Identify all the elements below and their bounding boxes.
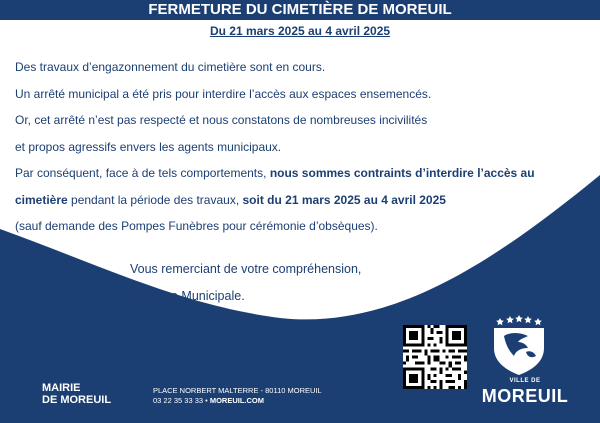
body-text-run: pendant la période des travaux,: [67, 192, 243, 207]
body-line: (sauf demande des Pompes Funèbres pour cérémonie d’obsèques).: [15, 219, 378, 233]
footer-address: PLACE NORBERT MALTERRE - 80110 MOREUIL: [153, 386, 322, 395]
moreuil-emblem-icon: [490, 312, 548, 376]
qr-code-icon[interactable]: [403, 325, 467, 389]
footer-contact: [153, 386, 322, 406]
page-title: FERMETURE DU CIMETIÈRE DE MOREUIL: [0, 0, 600, 20]
body-emphasis: cimetière: [15, 192, 68, 207]
footer-contact-line: [153, 396, 322, 406]
body-text-run: Par conséquent, face à de tels comportements,: [15, 166, 270, 180]
closing-signature: L’Équipe Municipale.: [130, 289, 245, 303]
logo-moreuil: MOREUIL: [481, 386, 569, 406]
logo-ville-de: VILLE DE: [509, 378, 541, 384]
closing-block: [130, 256, 361, 310]
body-emphasis: soit du 21 mars 2025 au 4 avril 2025: [242, 192, 446, 207]
notice-body: [15, 54, 590, 240]
body-line: [15, 160, 590, 187]
footer-phone: 03 22 35 33 33: [153, 396, 204, 405]
footer-website[interactable]: MOREUIL.COM: [209, 396, 265, 405]
mairie-line2: DE MOREUIL: [42, 394, 112, 406]
date-range-subtitle: Du 21 mars 2025 au 4 avril 2025: [209, 24, 391, 38]
body-line: Des travaux d’engazonnement du cimetière sont en cours.: [15, 60, 326, 74]
body-line: [15, 187, 590, 214]
body-line: et propos agressifs envers les agents municipaux.: [15, 139, 282, 154]
mairie-wordmark: [42, 382, 111, 406]
body-emphasis: nous sommes contraints d’interdire l’accès au: [269, 166, 535, 180]
body-line: Un arrêté municipal a été pris pour interdire l’accès aux espaces ensemencés.: [15, 86, 432, 101]
closing-thanks: Vous remerciant de votre compréhension,: [130, 262, 362, 276]
body-line: Or, cet arrêté n’est pas respecté et nous constatons de nombreuses incivilités: [15, 113, 428, 127]
footer-separator: •: [203, 396, 210, 405]
mairie-line1: MAIRIE: [42, 382, 81, 394]
